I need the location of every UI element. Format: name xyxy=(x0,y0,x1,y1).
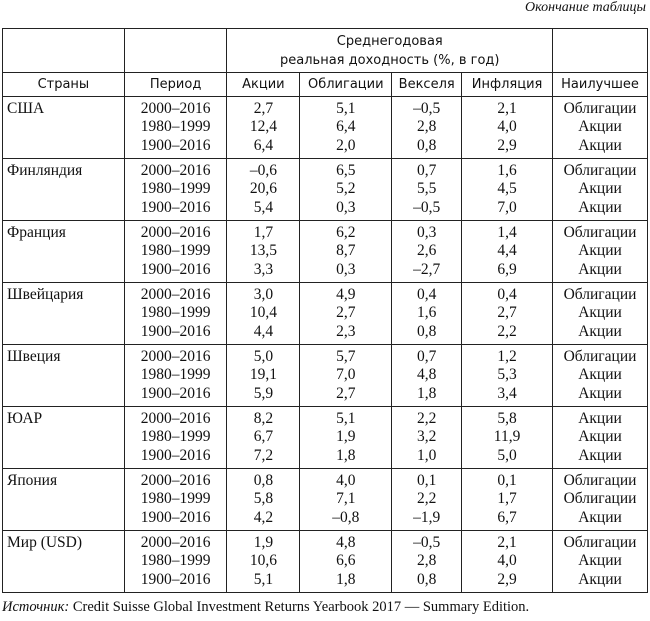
cell-value: 8,2 xyxy=(253,410,274,427)
cell-value: Акции xyxy=(578,570,622,588)
cell-value: 5,0 xyxy=(497,446,517,464)
cell-value: 6,5 xyxy=(336,162,356,179)
group-title-line: Среднегодовая xyxy=(336,33,443,49)
cell-value: 1900–2016 xyxy=(140,322,211,340)
cell-value: 2,7 xyxy=(253,100,274,117)
cell-value: 3,4 xyxy=(497,384,517,402)
cell-value: Акции xyxy=(578,322,622,340)
cell-value: 1980–1999 xyxy=(140,490,211,508)
cell-value: 1,7 xyxy=(497,490,517,508)
data-cell xyxy=(462,221,553,283)
cell-value: 4,8 xyxy=(416,366,437,384)
cell-value: 5,9 xyxy=(253,384,274,402)
cell-value: 6,7 xyxy=(497,508,517,526)
cell-value: 2,3 xyxy=(336,322,356,340)
cell-value: 0,8 xyxy=(253,472,274,489)
data-cell xyxy=(392,159,462,221)
data-cell xyxy=(462,531,553,593)
header-empty xyxy=(124,29,227,73)
data-cell xyxy=(124,345,227,407)
column-header: Инфляция xyxy=(462,73,553,97)
cell-value: Акции xyxy=(578,428,622,446)
cell-value: 5,1 xyxy=(336,410,356,427)
cell-value: Облигации xyxy=(563,224,637,241)
cell-value: Облигации xyxy=(563,490,637,508)
cell-value: 0,3 xyxy=(336,198,356,216)
cell-value: 1980–1999 xyxy=(140,304,211,322)
cell-value: –0,8 xyxy=(332,508,360,526)
cell-value: Акции xyxy=(578,304,622,322)
data-cell xyxy=(300,531,392,593)
cell-value: 10,4 xyxy=(249,304,277,322)
cell-value: Облигации xyxy=(563,286,637,303)
cell-value: 2000–2016 xyxy=(140,224,211,241)
cell-value: 6,4 xyxy=(336,118,356,136)
data-cell xyxy=(300,97,392,159)
cell-value: 1,7 xyxy=(253,224,274,241)
table-row xyxy=(3,283,648,345)
data-cell xyxy=(462,469,553,531)
cell-value: 1,0 xyxy=(416,446,437,464)
country-cell: Япония xyxy=(3,469,125,531)
cell-value: 7,0 xyxy=(497,198,517,216)
cell-value: Акции xyxy=(578,198,622,216)
data-cell xyxy=(553,97,648,159)
cell-value: 5,3 xyxy=(497,366,517,384)
cell-value: 0,7 xyxy=(416,162,437,179)
country-cell: США xyxy=(3,97,125,159)
cell-value: 0,1 xyxy=(497,472,517,489)
cell-value: 2,9 xyxy=(497,136,517,154)
cell-value: 19,1 xyxy=(249,366,277,384)
data-cell xyxy=(392,283,462,345)
column-header: Акции xyxy=(227,73,300,97)
cell-value: 0,7 xyxy=(416,348,437,365)
data-cell xyxy=(124,159,227,221)
cell-value: –0,5 xyxy=(413,198,441,216)
data-cell xyxy=(300,345,392,407)
cell-value: 10,6 xyxy=(249,552,277,570)
header-group-title xyxy=(227,29,553,73)
data-cell xyxy=(553,469,648,531)
cell-value: 11,9 xyxy=(493,428,521,446)
cell-value: Облигации xyxy=(563,162,637,179)
cell-value: Акции xyxy=(578,180,622,198)
cell-value: –1,9 xyxy=(413,508,441,526)
cell-value: 6,6 xyxy=(336,552,356,570)
cell-value: 4,4 xyxy=(497,242,517,260)
cell-value: Акции xyxy=(578,410,622,427)
country-cell: Швеция xyxy=(3,345,125,407)
cell-value: 0,3 xyxy=(416,224,437,241)
cell-value: 4,0 xyxy=(497,118,517,136)
cell-value: 1,6 xyxy=(497,162,517,179)
data-cell xyxy=(300,221,392,283)
country-cell: Франция xyxy=(3,221,125,283)
cell-value: Акции xyxy=(578,366,622,384)
cell-value: Облигации xyxy=(563,472,637,489)
cell-value: 1980–1999 xyxy=(140,552,211,570)
source-label: Источник: xyxy=(2,599,70,615)
cell-value: 7,0 xyxy=(336,366,356,384)
cell-value: 6,2 xyxy=(336,224,356,241)
cell-value: 7,1 xyxy=(336,490,356,508)
data-cell xyxy=(227,469,300,531)
data-cell xyxy=(392,531,462,593)
table-row xyxy=(3,469,648,531)
cell-value: 2,8 xyxy=(416,552,437,570)
data-cell xyxy=(227,221,300,283)
data-cell xyxy=(462,407,553,469)
cell-value: 5,2 xyxy=(336,180,356,198)
data-cell xyxy=(300,407,392,469)
cell-value: Акции xyxy=(578,552,622,570)
cell-value: 5,0 xyxy=(253,348,274,365)
cell-value: 2000–2016 xyxy=(140,472,211,489)
data-cell xyxy=(124,469,227,531)
cell-value: 1,9 xyxy=(336,428,356,446)
cell-value: 5,1 xyxy=(253,570,274,588)
cell-value: 2,9 xyxy=(497,570,517,588)
data-cell xyxy=(124,283,227,345)
cell-value: 6,9 xyxy=(497,260,517,278)
data-cell xyxy=(227,407,300,469)
cell-value: 0,8 xyxy=(416,570,437,588)
cell-value: 1980–1999 xyxy=(140,428,211,446)
cell-value: 7,2 xyxy=(253,446,274,464)
data-cell xyxy=(124,407,227,469)
data-cell xyxy=(227,531,300,593)
cell-value: 2,8 xyxy=(416,118,437,136)
cell-value: 12,4 xyxy=(249,118,277,136)
cell-value: 2,1 xyxy=(497,100,517,117)
data-cell xyxy=(227,283,300,345)
cell-value: 6,7 xyxy=(253,428,274,446)
cell-value: 2000–2016 xyxy=(140,162,211,179)
cell-value: 2,2 xyxy=(497,322,517,340)
cell-value: 5,8 xyxy=(253,490,274,508)
cell-value: 0,4 xyxy=(416,286,437,303)
data-cell xyxy=(392,469,462,531)
cell-value: 1,8 xyxy=(336,570,356,588)
table-row xyxy=(3,97,648,159)
data-cell xyxy=(300,159,392,221)
column-header: Наилучшее xyxy=(553,73,648,97)
data-cell xyxy=(462,345,553,407)
cell-value: 5,7 xyxy=(336,348,356,365)
cell-value: 5,4 xyxy=(253,198,274,216)
data-cell xyxy=(124,97,227,159)
cell-value: 1900–2016 xyxy=(140,260,211,278)
cell-value: 0,8 xyxy=(416,322,437,340)
cell-value: 2000–2016 xyxy=(140,534,211,551)
cell-value: 1,9 xyxy=(253,534,274,551)
group-title-line: реальная доходность (%, в год) xyxy=(280,52,500,68)
country-cell: Мир (USD) xyxy=(3,531,125,593)
data-cell xyxy=(553,345,648,407)
cell-value: Акции xyxy=(578,508,622,526)
cell-value: 4,0 xyxy=(497,552,517,570)
column-header: Период xyxy=(124,73,227,97)
cell-value: 2,2 xyxy=(416,490,437,508)
cell-value: 20,6 xyxy=(249,180,277,198)
cell-value: Облигации xyxy=(563,534,637,551)
cell-value: 4,5 xyxy=(497,180,517,198)
cell-value: 5,1 xyxy=(336,100,356,117)
country-cell: ЮАР xyxy=(3,407,125,469)
cell-value: 2,1 xyxy=(497,534,517,551)
cell-value: Акции xyxy=(578,446,622,464)
cell-value: Акции xyxy=(578,242,622,260)
cell-value: 2000–2016 xyxy=(140,100,211,117)
header-empty xyxy=(553,29,648,73)
data-cell xyxy=(227,159,300,221)
country-cell: Финляндия xyxy=(3,159,125,221)
source-text: Credit Suisse Global Investment Returns Yearbook 2017 — Summary Edition. xyxy=(69,599,530,615)
cell-value: 2,7 xyxy=(336,384,356,402)
cell-value: 2,0 xyxy=(336,136,356,154)
cell-value: 1900–2016 xyxy=(140,570,211,588)
cell-value: 0,1 xyxy=(416,472,437,489)
cell-value: 6,4 xyxy=(253,136,274,154)
cell-value: 1900–2016 xyxy=(140,136,211,154)
data-cell xyxy=(462,283,553,345)
data-cell xyxy=(553,283,648,345)
data-cell xyxy=(462,159,553,221)
cell-value: Акции xyxy=(578,136,622,154)
cell-value: 4,4 xyxy=(253,322,274,340)
cell-value: Облигации xyxy=(563,348,637,365)
cell-value: 0,8 xyxy=(416,136,437,154)
cell-value: Облигации xyxy=(563,100,637,117)
table-row xyxy=(3,159,648,221)
table-row xyxy=(3,531,648,593)
cell-value: 2,6 xyxy=(416,242,437,260)
cell-value: 1,8 xyxy=(416,384,437,402)
cell-value: 4,8 xyxy=(336,534,356,551)
cell-value: Акции xyxy=(578,384,622,402)
data-cell xyxy=(124,531,227,593)
cell-value: 0,4 xyxy=(497,286,517,303)
cell-value: 1,8 xyxy=(336,446,356,464)
data-cell xyxy=(553,221,648,283)
data-cell xyxy=(300,469,392,531)
cell-value: 1980–1999 xyxy=(140,180,211,198)
cell-value: 3,3 xyxy=(253,260,274,278)
data-cell xyxy=(553,407,648,469)
data-cell xyxy=(462,97,553,159)
cell-value: –2,7 xyxy=(413,260,441,278)
cell-value: 13,5 xyxy=(249,242,277,260)
column-header: Страны xyxy=(3,73,125,97)
cell-value: 2,7 xyxy=(336,304,356,322)
cell-value: 1980–1999 xyxy=(140,366,211,384)
cell-value: 2000–2016 xyxy=(140,348,211,365)
cell-value: 3,2 xyxy=(416,428,437,446)
data-cell xyxy=(392,97,462,159)
table-row xyxy=(3,345,648,407)
data-cell xyxy=(392,407,462,469)
cell-value: 3,0 xyxy=(253,286,274,303)
data-cell xyxy=(553,159,648,221)
cell-value: 0,3 xyxy=(336,260,356,278)
cell-value: –0,5 xyxy=(413,100,441,117)
cell-value: Акции xyxy=(578,118,622,136)
data-cell xyxy=(227,345,300,407)
country-cell: Швейцария xyxy=(3,283,125,345)
cell-value: 2000–2016 xyxy=(140,410,211,427)
column-header: Векселя xyxy=(392,73,462,97)
data-cell xyxy=(392,221,462,283)
cell-value: –0,5 xyxy=(413,534,441,551)
cell-value: Акции xyxy=(578,260,622,278)
cell-value: 1900–2016 xyxy=(140,384,211,402)
table-row xyxy=(3,221,648,283)
cell-value: 2,7 xyxy=(497,304,517,322)
cell-value: 1980–1999 xyxy=(140,242,211,260)
cell-value: 1980–1999 xyxy=(140,118,211,136)
header-empty xyxy=(3,29,125,73)
returns-table xyxy=(2,28,648,593)
cell-value: 1900–2016 xyxy=(140,446,211,464)
cell-value: 1,4 xyxy=(497,224,517,241)
cell-value: 8,7 xyxy=(336,242,356,260)
data-cell xyxy=(124,221,227,283)
cell-value: 5,5 xyxy=(416,180,437,198)
cell-value: 2,2 xyxy=(416,410,437,427)
cell-value: 1,2 xyxy=(497,348,517,365)
cell-value: 1900–2016 xyxy=(140,508,211,526)
data-cell xyxy=(300,283,392,345)
cell-value: 1,6 xyxy=(416,304,437,322)
table-row xyxy=(3,407,648,469)
cell-value: –0,6 xyxy=(249,162,277,179)
data-cell xyxy=(392,345,462,407)
cell-value: 1900–2016 xyxy=(140,198,211,216)
column-header: Облигации xyxy=(300,73,392,97)
cell-value: 4,0 xyxy=(336,472,356,489)
table-continuation-label: Окончание таблицы xyxy=(525,0,646,15)
data-cell xyxy=(227,97,300,159)
source-note xyxy=(2,599,529,616)
data-cell xyxy=(553,531,648,593)
cell-value: 4,9 xyxy=(336,286,356,303)
cell-value: 5,8 xyxy=(497,410,517,427)
cell-value: 4,2 xyxy=(253,508,274,526)
cell-value: 2000–2016 xyxy=(140,286,211,303)
